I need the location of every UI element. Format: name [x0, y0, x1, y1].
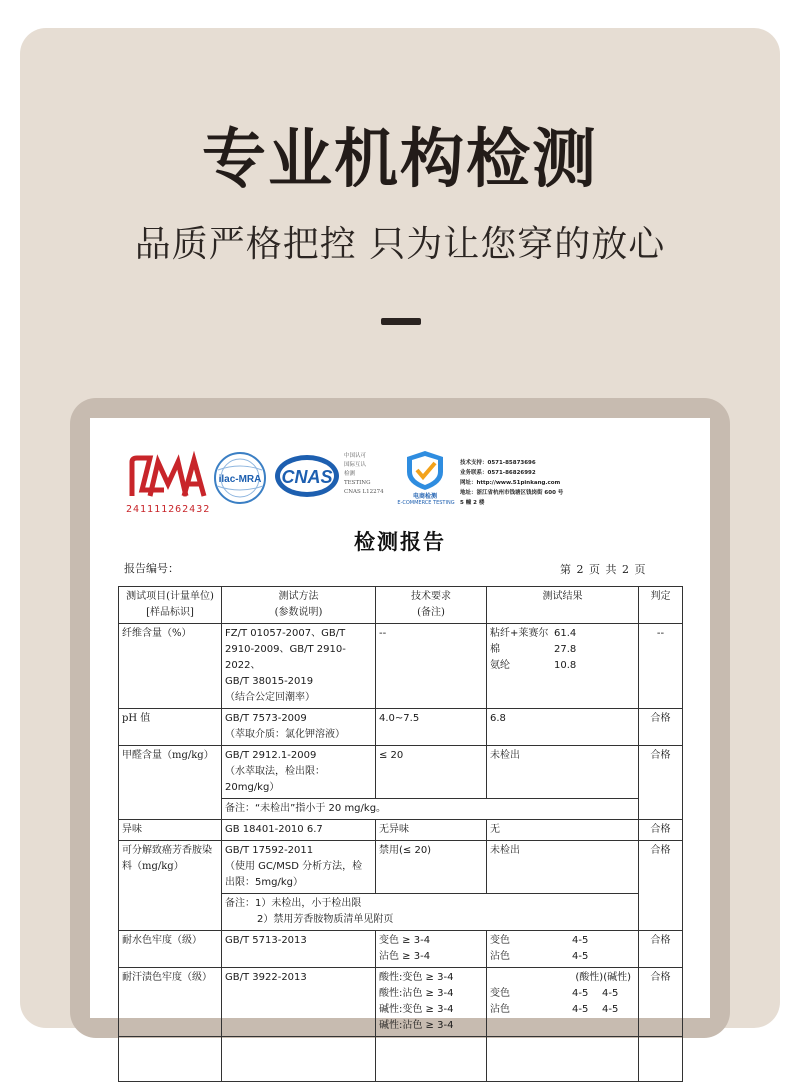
- page-subtitle: 品质严格把控 只为让您穿的放心: [134, 224, 666, 265]
- cma-logo-icon: [128, 454, 208, 502]
- column-header: 测试结果: [487, 587, 639, 624]
- column-header: 测试方法 (参数说明): [222, 587, 376, 624]
- ilac-mra-logo-icon: [212, 450, 268, 506]
- table-row: 纤维含量（%） FZ/T 01057-2007、GB/T 2910-2009、GB/T 2910-2022、 GB/T 38015-2019 （结合公定回潮率） -- 粘纤+莱赛尔 61.4 棉 27.8 氨纶 10.8 --: [119, 624, 683, 709]
- table-row: [119, 1037, 683, 1082]
- table-note-row: 备注：“未检出”指小于 20 mg/kg。: [119, 799, 683, 820]
- report-paper: [90, 418, 710, 1031]
- cma-number: 241111262432: [126, 504, 211, 515]
- report-number-label: 报告编号：: [124, 562, 179, 575]
- table-row: 耐汗渍色牢度（级） GB/T 3922-2013 酸性:变色 ≥ 3-4 酸性:沾色 ≥ 3-4 碱性:变色 ≥ 3-4 碱性:沾色 ≥ 3-4 (酸性)(碱性) 变色 4-5 4-5 沾色 4-5 4-5 合格: [119, 968, 683, 1037]
- table-row: 异味 GB 18401-2010 6.7 无异味 无 合格: [119, 820, 683, 841]
- column-header: 判定: [639, 587, 683, 624]
- table-row: pH 值 GB/T 7573-2009 （萃取介质：氯化钾溶液） 4.0~7.5 6.8 合格: [119, 709, 683, 746]
- column-header: 技术要求 (备注): [376, 587, 487, 624]
- table-row: 可分解致癌芳香胺染 料（mg/kg） GB/T 17592-2011 （使用 GC/MSD 分析方法，检 出限：5mg/kg） 禁用(≤ 20) 未检出 合格: [119, 841, 683, 894]
- table-row: 耐水色牢度（级） GB/T 5713-2013 变色 ≥ 3-4 沾色 ≥ 3-4 变色 4-5 沾色 4-5 合格: [119, 931, 683, 968]
- svg-text:CNAS: CNAS: [281, 467, 333, 487]
- cnas-logo-icon: [273, 452, 341, 500]
- ecommerce-sub-label: E-COMMERCE TESTING: [397, 500, 455, 506]
- ecommerce-label: 电商检测: [412, 493, 437, 500]
- cnas-accreditation-text: 中国认可 国际互认 检测 TESTING CNAS L12274: [344, 453, 384, 495]
- column-header: 测试项目(计量单位) [样品标识]: [119, 587, 222, 624]
- ecommerce-testing-shield-icon: [395, 448, 455, 492]
- table-note-row: 备注：1）未检出，小于检出限 2）禁用芳香胺物质清单见附页: [119, 894, 683, 931]
- page-indicator: 第 2 页 共 2 页: [560, 563, 647, 576]
- svg-text:ilac-MRA: ilac-MRA: [218, 474, 262, 485]
- test-results-table: [118, 586, 683, 1082]
- page-title: 专业机构检测: [202, 123, 598, 197]
- table-header-row: [119, 587, 683, 624]
- report-title: 检测报告: [354, 529, 446, 554]
- divider-dash: [381, 318, 421, 325]
- contact-info: 技术支持：0571-85873696 业务联系：0571-86826992 网址：http://www.51pinkang.com 地址：浙江省杭州市钱塘区钱岗街 600 号 5 幢 2 楼: [460, 460, 564, 506]
- table-row: 甲醛含量（mg/kg） GB/T 2912.1-2009 （水萃取法，检出限：20mg/kg） ≤ 20 未检出 合格: [119, 746, 683, 799]
